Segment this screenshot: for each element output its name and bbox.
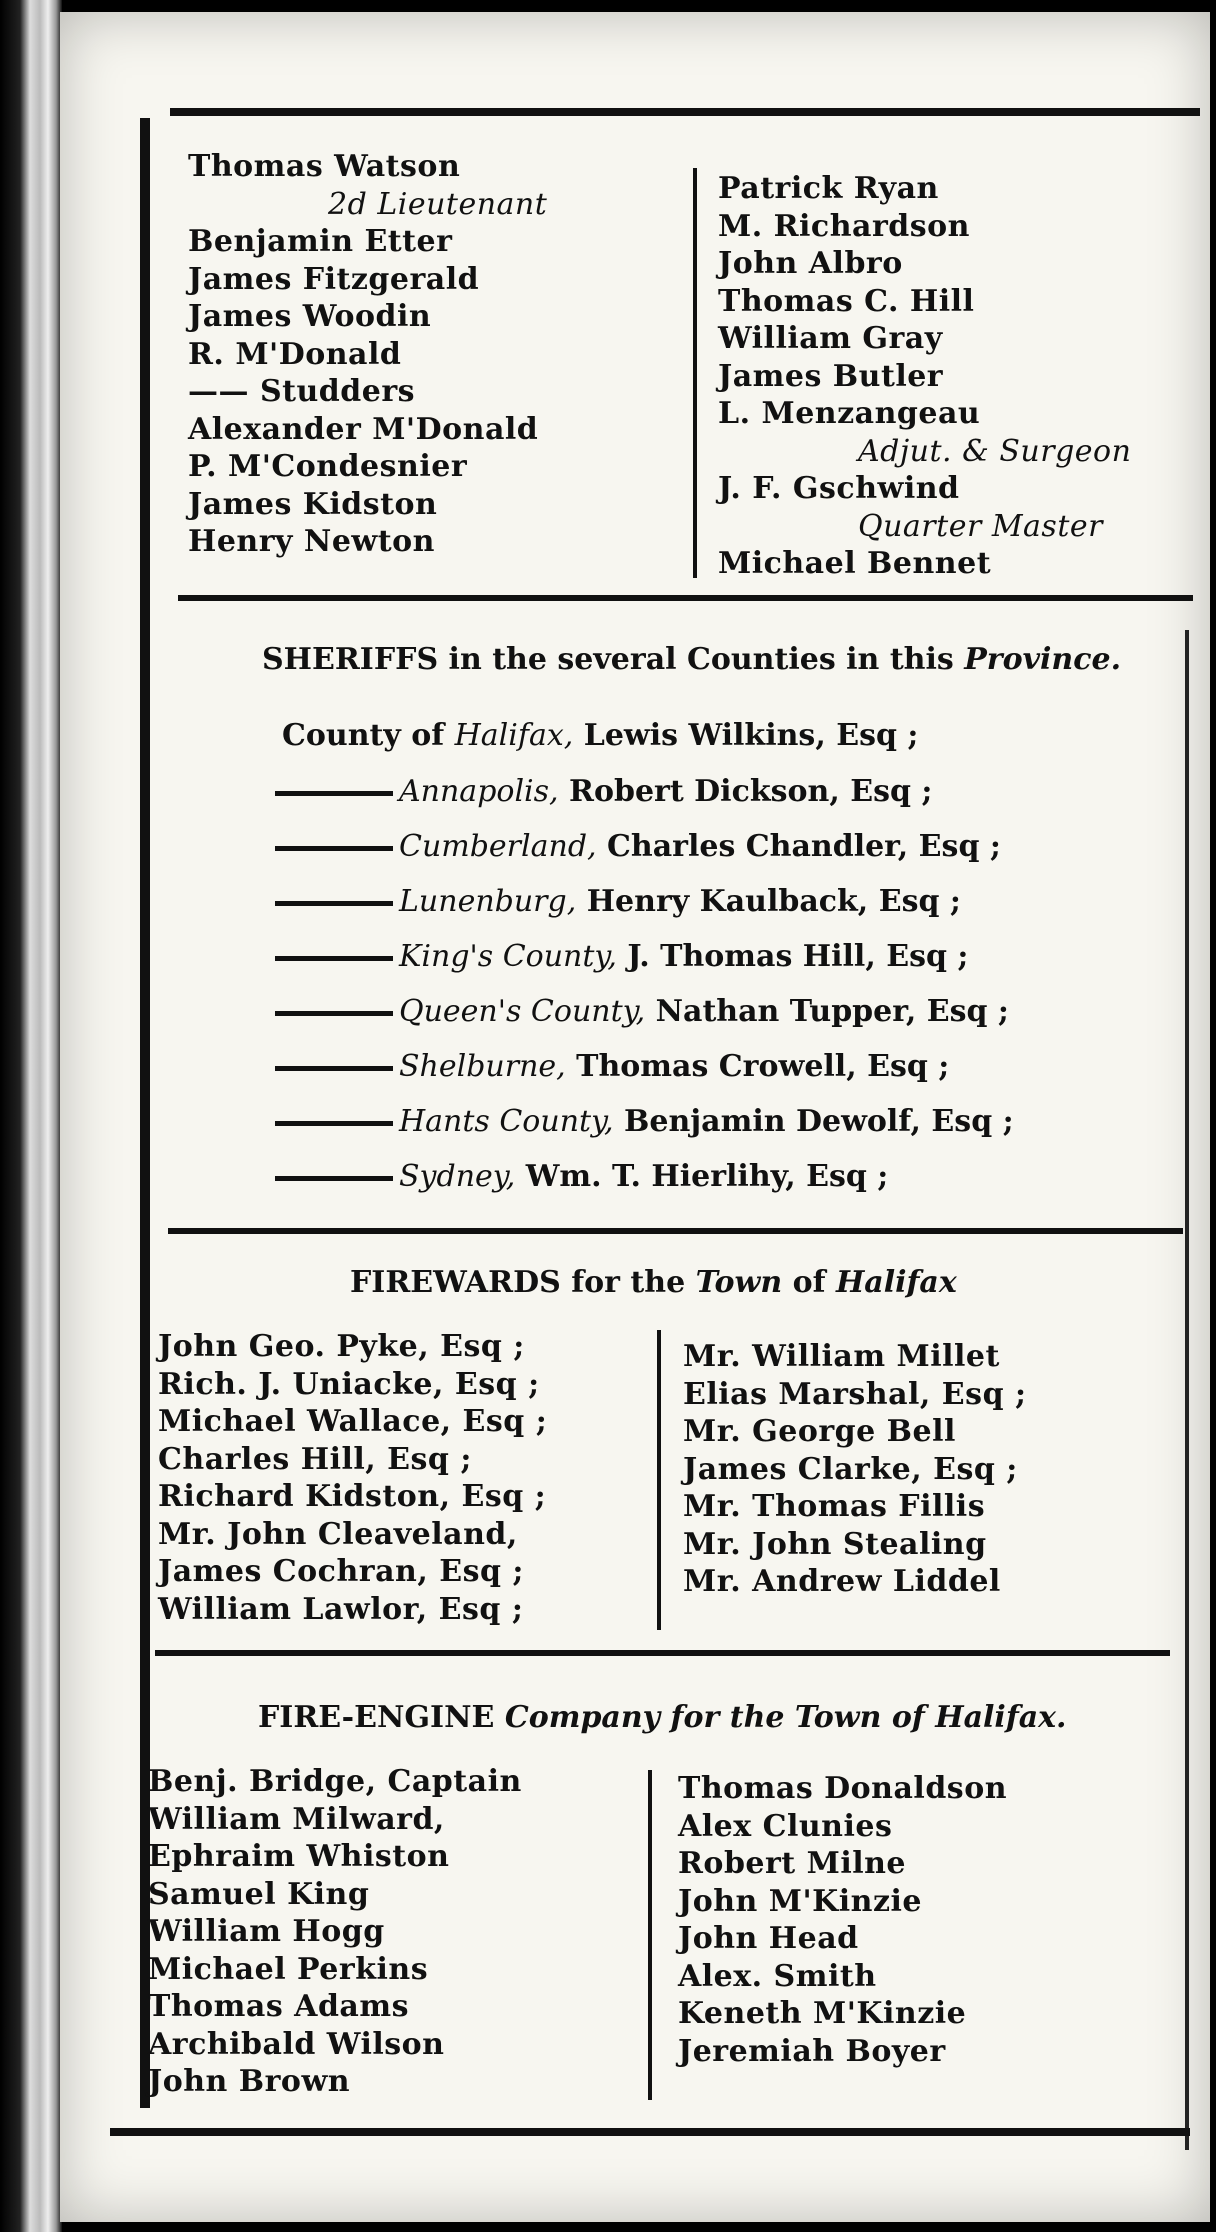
ditto-dash [275, 1011, 393, 1016]
sheriff-county: Shelburne, [399, 1049, 566, 1084]
sheriff-county: Annapolis, [399, 774, 559, 809]
sheriff-name: Charles Chandler, Esq ; [596, 829, 1001, 864]
sheriff-row [275, 774, 932, 809]
bottom-rule [110, 2128, 1190, 2136]
fire-engine-right-column [678, 1770, 1007, 2070]
sheriff-row-first [282, 718, 918, 753]
person-name: Michael Wallace, Esq ; [158, 1404, 548, 1439]
sheriff-county: King's County, [399, 939, 617, 974]
sheriff-row [275, 994, 1009, 1029]
sheriff-name: Lewis Wilkins, Esq ; [573, 718, 919, 753]
officers-left-column [188, 148, 547, 561]
person-name: Mr. William Millet [683, 1339, 1000, 1374]
ditto-dash [275, 846, 393, 851]
firewards-heading-italic-town: Town [695, 1265, 783, 1300]
person-name: James Cochran, Esq ; [158, 1554, 524, 1589]
person-name: James Kidston [188, 486, 438, 522]
firewards-right-column [683, 1338, 1027, 1601]
fire-engine-left-column [148, 1763, 522, 2101]
sheriffs-heading-text: SHERIFFS in the several Counties in this [262, 642, 965, 677]
sheriff-county: Hants County, [399, 1104, 614, 1139]
sheriff-name: J. Thomas Hill, Esq ; [616, 939, 969, 974]
sheriff-county: Halifax, [454, 718, 574, 753]
person-name: Mr. John Cleaveland, [158, 1516, 518, 1552]
person-name: Jeremiah Boyer [678, 2033, 946, 2069]
ditto-dash [275, 1176, 393, 1181]
firewards-heading-of: of [782, 1265, 836, 1300]
sheriff-row [275, 1049, 949, 1084]
officers-column-divider [693, 168, 697, 578]
person-name: J. F. Gschwind [718, 471, 960, 506]
person-name: Thomas Donaldson [678, 1771, 1008, 1806]
person-name: Michael Perkins [148, 1951, 429, 1987]
ditto-dash [275, 1121, 393, 1126]
sheriff-row [275, 1159, 888, 1194]
fire-engine-heading-italic: Company for the Town of Halifax. [504, 1700, 1067, 1735]
sheriffs-heading-italic: Province. [964, 642, 1122, 677]
firewards-heading [350, 1265, 957, 1300]
person-name: John Albro [718, 246, 903, 281]
book-spine-edge [0, 0, 62, 2232]
fire-engine-heading [258, 1700, 1067, 1735]
person-name: John Geo. Pyke, Esq ; [158, 1329, 525, 1364]
person-name: L. Menzangeau [718, 396, 981, 431]
officers-right-column [718, 170, 1131, 583]
sheriff-row [275, 1104, 1014, 1139]
person-name: Mr. Thomas Fillis [683, 1489, 986, 1524]
person-name: James Fitzgerald [188, 261, 480, 297]
sheriff-prefix: County of [282, 718, 455, 753]
person-name: Benjamin Etter [188, 224, 453, 259]
person-name: Ephraim Whiston [148, 1839, 450, 1874]
person-name: Alex Clunies [678, 1808, 893, 1844]
sheriff-county: Cumberland, [399, 829, 597, 864]
sheriff-row [275, 884, 961, 919]
person-name: Elias Marshal, Esq ; [683, 1376, 1027, 1412]
sheriff-name: Wm. T. Hierlihy, Esq ; [515, 1159, 889, 1194]
person-name: Mr. John Stealing [683, 1526, 987, 1562]
ditto-dash [275, 901, 393, 906]
sheriff-name: Nathan Tupper, Esq ; [645, 994, 1009, 1029]
person-name: William Hogg [148, 1914, 385, 1949]
sheriff-row [275, 939, 968, 974]
person-name: R. M'Donald [188, 336, 402, 372]
sheriff-row [275, 829, 1001, 864]
sheriff-name: Benjamin Dewolf, Esq ; [613, 1104, 1014, 1139]
person-name: William Gray [718, 321, 943, 356]
person-name: Benj. Bridge, Captain [148, 1764, 522, 1799]
person-name: Keneth M'Kinzie [678, 1996, 967, 2031]
firewards-heading-text: FIREWARDS for the [350, 1265, 696, 1300]
ditto-dash [275, 791, 393, 796]
rank-title: Quarter Master [858, 508, 1103, 544]
rank-title: Adjut. & Surgeon [858, 433, 1132, 469]
person-name: Rich. J. Uniacke, Esq ; [158, 1366, 540, 1402]
rule-after-officers [178, 595, 1193, 601]
person-name: Mr. Andrew Liddel [683, 1564, 1001, 1599]
sheriff-name: Robert Dickson, Esq ; [558, 774, 933, 809]
frame-right-rule [1185, 630, 1189, 2150]
person-name: Richard Kidston, Esq ; [158, 1479, 547, 1514]
top-rule [170, 108, 1200, 116]
person-name: Thomas Watson [188, 149, 461, 184]
person-name: P. M'Condesnier [188, 449, 468, 484]
sheriff-county: Queen's County, [399, 994, 646, 1029]
fire-engine-heading-text: FIRE-ENGINE [258, 1700, 505, 1735]
person-name: Patrick Ryan [718, 171, 939, 206]
person-name: Archibald Wilson [148, 2026, 445, 2062]
person-name: James Woodin [188, 299, 432, 334]
person-name: Mr. George Bell [683, 1414, 956, 1449]
firewards-column-divider [657, 1330, 661, 1630]
person-name: William Lawlor, Esq ; [158, 1591, 524, 1627]
person-name: John Head [678, 1921, 859, 1956]
person-name: John M'Kinzie [678, 1883, 922, 1919]
person-name: Thomas C. Hill [718, 283, 975, 319]
person-name: Samuel King [148, 1876, 370, 1912]
sheriff-county: Lunenburg, [399, 884, 577, 919]
sheriffs-heading [262, 642, 1121, 677]
person-name: Michael Bennet [718, 546, 992, 581]
rule-after-sheriffs [168, 1228, 1183, 1234]
sheriff-name: Henry Kaulback, Esq ; [576, 884, 961, 919]
person-name: —— Studders [188, 374, 416, 409]
rule-after-firewards [155, 1650, 1170, 1656]
firewards-heading-italic-halifax: Halifax [835, 1265, 957, 1300]
person-name: James Clarke, Esq ; [683, 1451, 1018, 1487]
person-name: Alex. Smith [678, 1958, 877, 1994]
firewards-left-column [158, 1328, 547, 1628]
ditto-dash [275, 956, 393, 961]
sheriff-name: Thomas Crowell, Esq ; [565, 1049, 950, 1084]
person-name: William Milward, [148, 1801, 445, 1837]
person-name: Robert Milne [678, 1846, 907, 1881]
person-name: Thomas Adams [148, 1989, 409, 2024]
person-name: Charles Hill, Esq ; [158, 1441, 472, 1477]
person-name: M. Richardson [718, 208, 970, 244]
ditto-dash [275, 1066, 393, 1071]
person-name: James Butler [718, 358, 944, 394]
rank-title: 2d Lieutenant [328, 186, 548, 222]
person-name: John Brown [148, 2064, 351, 2099]
person-name: Alexander M'Donald [188, 411, 539, 447]
person-name: Henry Newton [188, 524, 435, 559]
sheriff-county: Sydney, [399, 1159, 516, 1194]
fire-engine-column-divider [648, 1770, 652, 2100]
